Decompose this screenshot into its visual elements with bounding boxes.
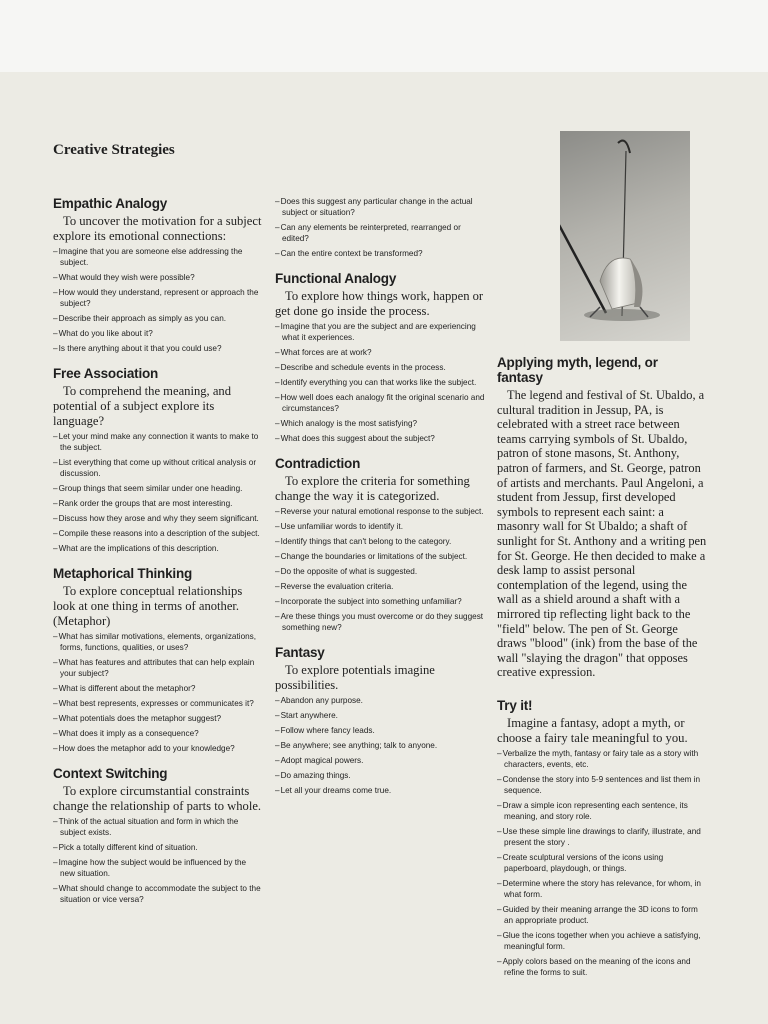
list-item: – What has features and attributes that can help explain your subject? bbox=[53, 657, 263, 679]
section-empathic-analogy bbox=[53, 196, 263, 354]
bullet-list bbox=[275, 506, 485, 633]
section-heading: Empathic Analogy bbox=[53, 196, 168, 211]
lamp-photo bbox=[560, 131, 690, 341]
list-item: – How does the metaphor add to your knowledge? bbox=[53, 743, 263, 754]
list-item: – What are the implications of this description. bbox=[53, 543, 263, 554]
list-item: – What should change to accommodate the subject to the situation or vice versa? bbox=[53, 883, 263, 905]
list-item: – What potentials does the metaphor suggest? bbox=[53, 713, 263, 724]
bullet-list bbox=[53, 816, 263, 905]
list-item: – Use unfamiliar words to identify it. bbox=[275, 521, 485, 532]
section-heading: Free Association bbox=[53, 366, 159, 381]
section-functional-analogy bbox=[275, 271, 485, 444]
section-intro: To explore how things work, happen or get done go inside the process. bbox=[275, 289, 484, 318]
list-item: – Imagine that you are someone else addressing the subject. bbox=[53, 246, 263, 268]
section-intro: To explore potentials imagine possibilities. bbox=[275, 663, 435, 692]
list-item: – What would they wish were possible? bbox=[53, 272, 263, 283]
bullet-list bbox=[275, 321, 485, 444]
list-item: – What is different about the metaphor? bbox=[53, 683, 263, 694]
list-item: – Group things that seem similar under one heading. bbox=[53, 483, 263, 494]
section-context-switching bbox=[53, 766, 263, 905]
list-item: – Which analogy is the most satisfying? bbox=[275, 418, 485, 429]
bullet-list bbox=[275, 695, 485, 796]
section-intro: To explore the criteria for something change the way it is categorized. bbox=[275, 474, 470, 503]
section-intro: To explore circumstantial constraints change the relationship of parts to whole. bbox=[53, 784, 262, 813]
list-item: – Verbalize the myth, fantasy or fairy tale as a story with characters, events, etc. bbox=[497, 748, 707, 770]
section-heading: Fantasy bbox=[275, 645, 325, 660]
list-item: – Apply colors based on the meaning of the icons and refine the forms to suit. bbox=[497, 956, 707, 978]
list-item: – Change the boundaries or limitations of the subject. bbox=[275, 551, 485, 562]
section-heading: Try it! bbox=[497, 697, 533, 713]
list-item: – List everything that come up without critical analysis or discussion. bbox=[53, 457, 263, 479]
list-item: – Start anywhere. bbox=[275, 710, 485, 721]
bullet-list bbox=[53, 631, 263, 754]
list-item: – Compile these reasons into a description of the subject. bbox=[53, 528, 263, 539]
section-metaphorical-thinking bbox=[53, 566, 263, 754]
section-heading: Context Switching bbox=[53, 766, 168, 781]
list-item: – Think of the actual situation and form in which the subject exists. bbox=[53, 816, 263, 838]
list-item: – What does it imply as a consequence? bbox=[53, 728, 263, 739]
list-item: – How would they understand, represent or approach the subject? bbox=[53, 287, 263, 309]
list-item: – Imagine that you are the subject and are experiencing what it experiences. bbox=[275, 321, 485, 343]
column-middle bbox=[275, 196, 485, 808]
section-heading: Contradiction bbox=[275, 456, 361, 471]
list-item: – Determine where the story has relevance, for whom, in what form. bbox=[497, 878, 707, 900]
list-item: – Draw a simple icon representing each sentence, its meaning, and story role. bbox=[497, 800, 707, 822]
list-item: – What has similar motivations, elements, organizations, forms, functions, qualities, or uses? bbox=[53, 631, 263, 653]
section-heading: Functional Analogy bbox=[275, 271, 397, 286]
section-fantasy bbox=[275, 645, 485, 796]
section-context-switching-continued bbox=[275, 196, 485, 259]
list-item: – Follow where fancy leads. bbox=[275, 725, 485, 736]
list-item: – Is there anything about it that you could use? bbox=[53, 343, 263, 354]
list-item: – What forces are at work? bbox=[275, 347, 485, 358]
section-intro: To explore conceptual relationships look at one thing in terms of another. (Metaphor) bbox=[53, 584, 243, 628]
bullet-list bbox=[53, 246, 263, 354]
list-item: – Let all your dreams come true. bbox=[275, 785, 485, 796]
list-item: – Do the opposite of what is suggested. bbox=[275, 566, 485, 577]
bullet-list bbox=[275, 196, 485, 259]
section-intro: To comprehend the meaning, and potential of a subject explore its language? bbox=[53, 384, 232, 428]
section-heading: Metaphorical Thinking bbox=[53, 566, 193, 581]
list-item: – Be anywhere; see anything; talk to anyone. bbox=[275, 740, 485, 751]
list-item: – Let your mind make any connection it wants to make to the subject. bbox=[53, 431, 263, 453]
top-margin bbox=[0, 0, 768, 72]
list-item: – Are these things you must overcome or do they suggest something new? bbox=[275, 611, 485, 633]
list-item: – Pick a totally different kind of situation. bbox=[53, 842, 263, 853]
section-intro: To uncover the motivation for a subject explore its emotional connections: bbox=[53, 214, 262, 243]
list-item: – Reverse your natural emotional response to the subject. bbox=[275, 506, 485, 517]
list-item: – Abandon any purpose. bbox=[275, 695, 485, 706]
list-item: – Guided by their meaning arrange the 3D icons to form an appropriate product. bbox=[497, 904, 707, 926]
list-item: – Create sculptural versions of the icons using paperboard, playdough, or things. bbox=[497, 852, 707, 874]
list-item: – What do you like about it? bbox=[53, 328, 263, 339]
list-item: – Describe and schedule events in the process. bbox=[275, 362, 485, 373]
section-contradiction bbox=[275, 456, 485, 633]
list-item: – What best represents, expresses or communicates it? bbox=[53, 698, 263, 709]
section-applying-myth bbox=[497, 355, 707, 680]
list-item: – Describe their approach as simply as you can. bbox=[53, 313, 263, 324]
list-item: – Identify everything you can that works like the subject. bbox=[275, 377, 485, 388]
list-item: – Do amazing things. bbox=[275, 770, 485, 781]
list-item: – Use these simple line drawings to clarify, illustrate, and present the story . bbox=[497, 826, 707, 848]
myth-story-paragraph: The legend and festival of St. Ubaldo, a cultural tradition in Jessup, PA, is celebrated with a street race between teams carrying symbols of St. Ubaldo, patron of stone masons, St. Anthony, patron of farmers, and St. George, patron of artists and merchants. Paul Angeloni, a student from Jessup, first developed symbols to represent each saint: a masonry wall for St Ubaldo; a shaft of sunlight for St. Anthony and a writing pen for St. George. He then decided to make a desk lamp to assist personal contemplation of the legend, using the wall as a shield around a shaft with a mirrored tip reflecting light back to the "field" below. The pen of St. George draws "blood" (ink) from the base of the wall "slaying the dragon" that opposes creative expression. bbox=[497, 388, 707, 680]
list-item: – How well does each analogy fit the original scenario and circumstances? bbox=[275, 392, 485, 414]
list-item: – Rank order the groups that are most interesting. bbox=[53, 498, 263, 509]
list-item: – Imagine how the subject would be influenced by the new situation. bbox=[53, 857, 263, 879]
list-item: – Does this suggest any particular change in the actual subject or situation? bbox=[275, 196, 485, 218]
list-item: – Glue the icons together when you achieve a satisfying, meaningful form. bbox=[497, 930, 707, 952]
column-left bbox=[53, 196, 263, 917]
list-item: – Identify things that can't belong to the category. bbox=[275, 536, 485, 547]
bullet-list bbox=[497, 748, 707, 978]
section-intro: Imagine a fantasy, adopt a myth, or choose a fairy tale meaningful to you. bbox=[497, 715, 688, 745]
list-item: – Discuss how they arose and why they seem significant. bbox=[53, 513, 263, 524]
list-item: – What does this suggest about the subject? bbox=[275, 433, 485, 444]
section-free-association bbox=[53, 366, 263, 554]
section-heading: Applying myth, legend, or fantasy bbox=[497, 355, 658, 385]
list-item: – Adopt magical powers. bbox=[275, 755, 485, 766]
list-item: – Can the entire context be transformed? bbox=[275, 248, 485, 259]
section-try-it bbox=[497, 698, 707, 978]
list-item: – Condense the story into 5-9 sentences and list them in sequence. bbox=[497, 774, 707, 796]
page-title: Creative Strategies bbox=[53, 142, 175, 158]
bleed-through-text bbox=[700, 150, 768, 163]
lamp-illustration bbox=[560, 131, 690, 341]
list-item: – Reverse the evaluation criteria. bbox=[275, 581, 485, 592]
list-item: – Incorporate the subject into something unfamiliar? bbox=[275, 596, 485, 607]
list-item: – Can any elements be reinterpreted, rearranged or edited? bbox=[275, 222, 485, 244]
bullet-list bbox=[53, 431, 263, 554]
column-right bbox=[497, 355, 707, 990]
